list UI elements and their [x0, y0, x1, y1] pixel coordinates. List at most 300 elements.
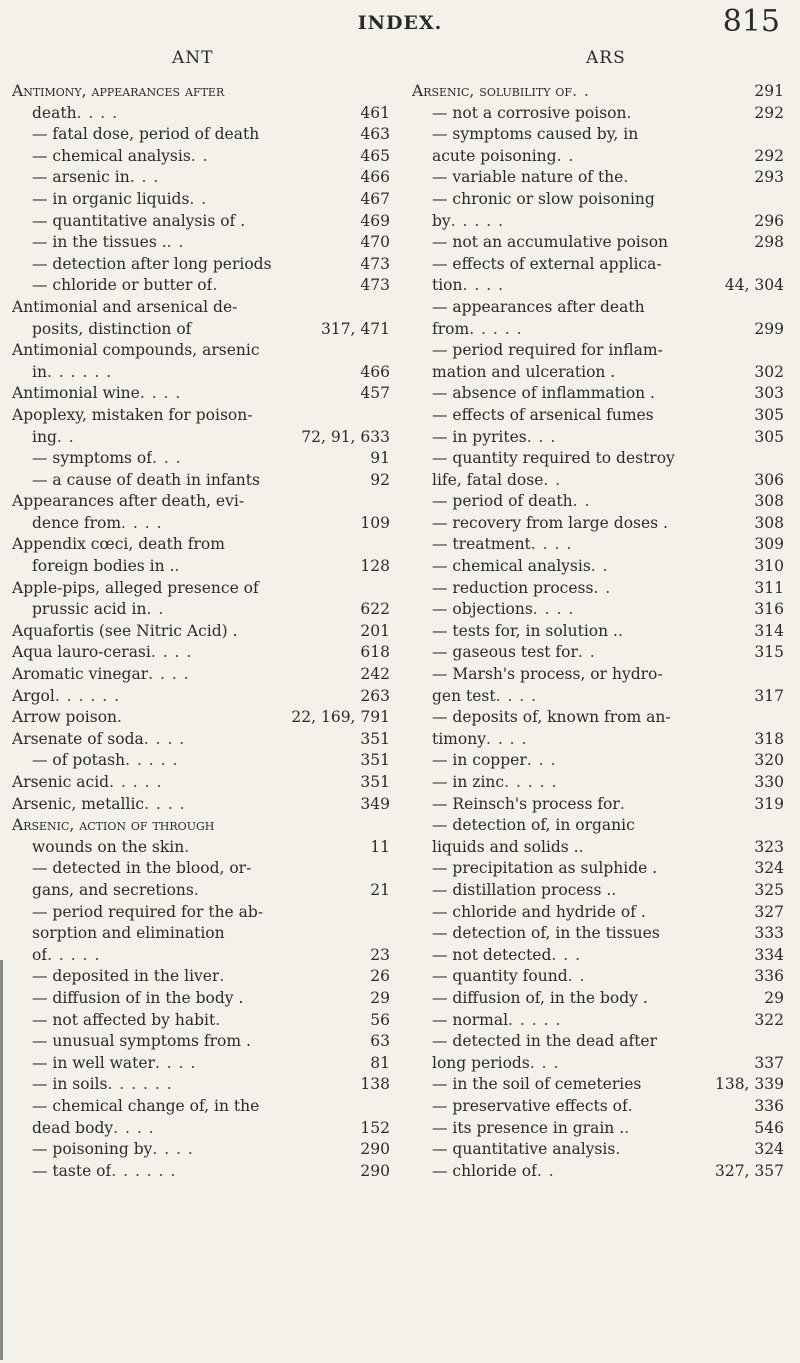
index-entry: [12, 579, 390, 601]
index-entry: [412, 363, 784, 385]
entry-text: timony: [432, 729, 486, 748]
entry-text: posits, distinction of: [32, 319, 192, 338]
entry-text: — effects of external applica-: [432, 254, 662, 273]
entry-text: gans, and secretions: [32, 880, 194, 899]
page-reference: 327: [754, 902, 784, 921]
entry-text: — chloride or butter of: [32, 276, 213, 295]
entry-text: Arsenic, action of through: [12, 816, 215, 835]
entry-text: — detected in the dead after: [432, 1032, 658, 1051]
entry-text: — chemical analysis: [432, 557, 591, 576]
index-entry: [12, 1097, 390, 1119]
page-reference: 81: [370, 1053, 390, 1072]
page-reference: 72, 91, 633: [301, 427, 390, 446]
leader-dots: . . .: [526, 751, 557, 770]
entry-text: — chloride of: [432, 1161, 537, 1180]
page-reference: 622: [360, 600, 390, 619]
index-entry: [12, 1140, 390, 1162]
leader-dots: .: [623, 168, 630, 187]
index-entry: [412, 535, 784, 557]
index-entry: [12, 276, 390, 298]
entry-text: by: [432, 211, 451, 230]
entry-text: Apoplexy, mistaken for poison-: [12, 405, 253, 424]
index-entry: [12, 104, 390, 126]
page-reference: 303: [754, 384, 784, 403]
index-entry: [12, 989, 390, 1011]
entry-text: foreign bodies in .: [32, 557, 175, 576]
index-entry: [412, 212, 784, 234]
leader-dots: .: [611, 880, 618, 899]
entry-text: — Marsh's process, or hydro-: [432, 665, 663, 684]
leader-dots: . . . .: [76, 103, 119, 122]
leader-dots: . . . . .: [47, 945, 101, 964]
leader-dots: . . .: [129, 168, 160, 187]
leader-dots: . .: [590, 557, 609, 576]
entry-text: from: [432, 319, 470, 338]
page-reference: 467: [360, 189, 390, 208]
index-entry: [412, 1140, 784, 1162]
page-reference: 201: [360, 621, 390, 640]
page-reference: 334: [754, 945, 784, 964]
index-entry: [412, 492, 784, 514]
page-reference: 138, 339: [714, 1075, 784, 1094]
entry-text: — in organic liquids: [32, 189, 190, 208]
entry-text: Appearances after death, evi-: [12, 492, 245, 511]
leader-dots: . .: [536, 1161, 555, 1180]
index-entry: [412, 449, 784, 471]
index-entry: [12, 298, 390, 320]
leader-dots: .: [617, 621, 624, 640]
page-reference: 349: [360, 794, 390, 813]
page-reference: 29: [764, 988, 784, 1007]
entry-text: Arsenic, solubility of: [412, 82, 573, 100]
leader-dots: . . . .: [154, 1053, 197, 1072]
leader-dots: .: [215, 1010, 222, 1029]
index-entry: [412, 1119, 784, 1141]
leader-dots: .: [615, 1140, 622, 1159]
entry-text: in: [32, 362, 47, 381]
index-entry: [412, 989, 784, 1011]
entry-text: — of potash: [32, 751, 126, 770]
entry-text: — appearances after death: [432, 297, 645, 316]
page-reference: 91: [370, 449, 390, 468]
entry-text: — symptoms of: [32, 449, 152, 468]
page-reference: 138: [360, 1075, 390, 1094]
entry-text: Appendix cœci, death from: [12, 535, 225, 554]
leader-dots: . . . .: [144, 794, 186, 813]
page-reference: 466: [360, 168, 390, 187]
entry-text: — a cause of death in infants: [32, 470, 260, 489]
entry-text: — diffusion of in the body .: [32, 988, 244, 1007]
right-index-column: [412, 82, 784, 1183]
index-entry: [412, 125, 784, 147]
leader-dots: . . . . .: [504, 773, 558, 791]
leader-dots: . . .: [526, 427, 557, 446]
page-reference: 92: [370, 470, 390, 489]
leader-dots: .: [219, 967, 226, 986]
entry-text: — detected in the blood, or-: [32, 859, 252, 878]
page-reference: 44, 304: [724, 276, 784, 295]
page-reference: 11: [370, 837, 390, 856]
leader-dots: .: [193, 880, 200, 899]
entry-text: of: [32, 945, 48, 964]
page-reference: 22, 169, 791: [291, 708, 390, 727]
leader-dots: . . .: [151, 449, 182, 468]
index-entry: [412, 708, 784, 730]
index-entry: [12, 492, 390, 514]
leader-dots: . . . .: [150, 643, 193, 662]
index-entry: [412, 751, 784, 773]
leader-dots: . . . .: [532, 600, 575, 619]
entry-text: — quantitative analysis of .: [32, 211, 246, 230]
entry-text: tion: [432, 276, 463, 295]
page-reference: 308: [754, 513, 784, 532]
page-reference: 322: [754, 1010, 784, 1029]
entry-text: — deposited in the liver: [32, 967, 220, 986]
entry-text: Arsenic, metallic: [12, 794, 145, 813]
entry-text: — in soils: [32, 1075, 108, 1094]
index-entry: [412, 190, 784, 212]
index-entry: [412, 471, 784, 493]
page-reference: 466: [360, 362, 390, 381]
leader-dots: . .: [577, 643, 596, 662]
leader-dots: .: [578, 837, 585, 856]
entry-text: — preservative effects of: [432, 1096, 628, 1115]
entry-text: — fatal dose, period of death: [32, 125, 260, 144]
entry-text: — poisoning by: [32, 1140, 153, 1159]
index-entry: [12, 125, 390, 147]
entry-text: — tests for, in solution .: [432, 621, 618, 640]
entry-text: sorption and elimination: [32, 924, 225, 943]
index-entry: [412, 406, 784, 428]
left-index-column: [12, 82, 390, 1183]
index-entry: [412, 816, 784, 838]
entry-text: — absence of inflammation .: [432, 384, 655, 403]
leader-dots: . .: [146, 600, 165, 619]
entry-text: — precipitation as sulphide .: [432, 859, 658, 878]
entry-text: liquids and solids .: [432, 837, 579, 856]
index-entry: [412, 622, 784, 644]
index-entry: [12, 428, 390, 450]
index-entry: [12, 190, 390, 212]
leader-dots: . .: [56, 427, 75, 446]
leader-dots: . . . . .: [109, 773, 163, 791]
leader-dots: . . . .: [495, 686, 538, 705]
leader-dots: . .: [189, 189, 208, 208]
page-reference: 333: [754, 924, 784, 943]
leader-dots: . . . .: [530, 535, 573, 554]
page-reference: 63: [370, 1032, 390, 1051]
index-entry: [12, 1119, 390, 1141]
page-header: [0, 2, 800, 42]
index-entry: [412, 1054, 784, 1076]
page-reference: 463: [360, 125, 390, 144]
leader-dots: .: [174, 557, 181, 576]
index-entry: [12, 708, 390, 730]
entry-text: Arsenate of soda: [12, 729, 144, 748]
index-entry: [412, 298, 784, 320]
entry-text: — quantity required to destroy: [432, 449, 675, 468]
page-reference: 306: [754, 470, 784, 489]
page-reference: 242: [360, 665, 390, 684]
leader-dots: . . . . . .: [107, 1075, 173, 1094]
index-entry: [12, 751, 390, 773]
index-entry: [412, 255, 784, 277]
entry-text: acute poisoning: [432, 146, 557, 165]
leader-dots: . .: [567, 967, 586, 986]
leader-dots: . . . .: [143, 729, 186, 748]
leader-dots: .: [627, 1096, 634, 1115]
entry-text: — in zinc: [432, 773, 505, 791]
entry-text: long periods: [432, 1053, 530, 1072]
index-entry: [12, 82, 390, 104]
entry-text: dead body: [32, 1118, 114, 1137]
index-entry: [412, 168, 784, 190]
leader-dots: .: [117, 708, 123, 727]
index-entry: [12, 1075, 390, 1097]
index-entry: [12, 816, 390, 838]
page-reference: 263: [360, 686, 390, 705]
entry-text: — period of death: [432, 492, 573, 511]
leader-dots: . . . . . .: [111, 1161, 177, 1180]
entry-text: — in pyrites: [432, 427, 527, 446]
leader-dots: . . . .: [113, 1118, 155, 1137]
page-reference: 291: [754, 82, 784, 100]
page-reference: 323: [754, 837, 784, 856]
entry-text: — in the tissues .: [32, 233, 167, 252]
leader-dots: . .: [556, 146, 575, 165]
page-reference: 29: [370, 988, 390, 1007]
entry-text: — chloride and hydride of .: [432, 902, 646, 921]
entry-text: — not an accumulative poison: [432, 233, 669, 252]
index-entry: [12, 147, 390, 169]
entry-text: — variable nature of the: [432, 168, 624, 187]
index-entry: [12, 881, 390, 903]
index-entry: [12, 557, 390, 579]
index-entry: [412, 147, 784, 169]
page-reference: 336: [754, 967, 784, 986]
page-reference: 290: [360, 1161, 390, 1180]
index-entry: [12, 622, 390, 644]
index-entry: [12, 341, 390, 363]
index-entry: [12, 1011, 390, 1033]
index-entry: [412, 428, 784, 450]
leader-dots: . . . .: [462, 276, 505, 295]
entry-text: — period required for the ab-: [32, 902, 264, 921]
index-entry: [12, 449, 390, 471]
index-title: INDEX.: [357, 12, 443, 34]
entry-text: ing: [32, 427, 57, 446]
index-entry: [412, 881, 784, 903]
index-entry: [412, 600, 784, 622]
right-column-heading: ARS: [586, 48, 626, 68]
entry-text: — distillation process .: [432, 880, 612, 899]
entry-text: dence from: [32, 513, 122, 532]
page-reference: 324: [754, 1140, 784, 1159]
leader-dots: . . . . .: [469, 319, 523, 338]
index-entry: [412, 276, 784, 298]
page-number: 815: [722, 4, 780, 39]
index-entry: [12, 946, 390, 968]
index-entry: [12, 406, 390, 428]
page-reference: 310: [754, 557, 784, 576]
index-entry: [12, 967, 390, 989]
index-entry: [12, 687, 390, 709]
index-entry: [412, 1011, 784, 1033]
left-column-heading: ANT: [172, 48, 214, 68]
entry-text: Aqua lauro-cerasi: [12, 643, 151, 662]
index-entry: [412, 514, 784, 536]
entry-text: Apple-pips, alleged presence of: [12, 578, 259, 597]
index-entry: [412, 1032, 784, 1054]
page-reference: 292: [754, 146, 784, 165]
index-entry: [12, 471, 390, 493]
page-reference: 305: [754, 427, 784, 446]
page-reference: 56: [370, 1010, 390, 1029]
page-reference: 336: [754, 1096, 784, 1115]
index-entry: [412, 967, 784, 989]
entry-text: gen test: [432, 686, 496, 705]
index-entry: [12, 514, 390, 536]
page-reference: 320: [754, 751, 784, 770]
index-entry: [12, 773, 390, 795]
leader-dots: . .: [190, 146, 209, 165]
index-entry: [412, 687, 784, 709]
index-entry: [412, 1162, 784, 1184]
entry-text: Arsenic acid: [12, 773, 110, 791]
entry-text: — quantitative analysis: [432, 1140, 616, 1159]
index-entry: [12, 838, 390, 860]
index-entry: [412, 384, 784, 406]
page-reference: 308: [754, 492, 784, 511]
index-entry: [12, 384, 390, 406]
entry-text: — in well water: [32, 1053, 155, 1072]
index-entry: [412, 1097, 784, 1119]
entry-text: — objections: [432, 600, 533, 619]
entry-text: — deposits of, known from an-: [432, 708, 671, 727]
leader-dots: .: [212, 276, 219, 295]
page-reference: 302: [754, 362, 784, 381]
page-reference: 351: [360, 773, 390, 791]
index-entry: [12, 233, 390, 255]
entry-text: — symptoms caused by, in: [432, 125, 639, 144]
leader-dots: . . . . .: [508, 1010, 562, 1029]
index-entry: [12, 924, 390, 946]
page-reference: 293: [754, 168, 784, 187]
page-reference: 26: [370, 967, 390, 986]
entry-text: — chemical analysis: [32, 146, 191, 165]
index-entry: [12, 859, 390, 881]
page-reference: 330: [754, 773, 784, 791]
entry-text: — diffusion of, in the body .: [432, 988, 648, 1007]
page-reference: 109: [360, 513, 390, 532]
page-reference: 316: [754, 600, 784, 619]
page-reference: 473: [360, 254, 390, 273]
page-reference: 461: [360, 103, 390, 122]
leader-dots: . . .: [529, 1053, 560, 1072]
index-entry: [12, 903, 390, 925]
index-entry: [412, 579, 784, 601]
index-entry: [412, 557, 784, 579]
index-entry: [12, 535, 390, 557]
index-entry: [412, 665, 784, 687]
index-entry: [412, 946, 784, 968]
index-entry: [12, 363, 390, 385]
entry-text: — in copper: [432, 751, 527, 770]
entry-text: Argol: [12, 686, 55, 705]
leader-dots: . . . .: [485, 729, 528, 748]
page-reference: 469: [360, 211, 390, 230]
leader-dots: .: [626, 103, 633, 122]
leader-dots: . . . . . .: [46, 362, 113, 381]
index-entry: [12, 795, 390, 817]
page-reference: 305: [754, 405, 784, 424]
page-reference: 618: [360, 643, 390, 662]
page-reference: 337: [754, 1053, 784, 1072]
page-reference: 457: [360, 384, 390, 403]
index-entry: [412, 233, 784, 255]
index-entry: [412, 795, 784, 817]
page-reference: 21: [370, 880, 390, 899]
index-entry: [12, 168, 390, 190]
index-entry: [12, 643, 390, 665]
index-entry: [412, 838, 784, 860]
page-reference: 327, 357: [714, 1161, 784, 1180]
entry-text: mation and ulceration .: [432, 362, 616, 381]
index-entry: [412, 730, 784, 752]
leader-dots: . .: [543, 470, 562, 489]
page-reference: 324: [754, 859, 784, 878]
entry-text: Antimonial compounds, arsenic: [12, 341, 260, 360]
leader-dots: .: [624, 1118, 631, 1137]
index-entry: [412, 341, 784, 363]
leader-dots: .: [184, 837, 191, 856]
page-reference: 128: [360, 557, 390, 576]
leader-dots: . . . . . .: [54, 686, 121, 705]
page-reference: 152: [360, 1118, 390, 1137]
page-reference: 290: [360, 1140, 390, 1159]
entry-text: — arsenic in: [32, 168, 130, 187]
entry-text: Arrow poison: [12, 708, 118, 727]
entry-text: — chronic or slow poisoning: [432, 189, 655, 208]
index-entry: [412, 82, 784, 104]
entry-text: — unusual symptoms from .: [32, 1032, 251, 1051]
page-reference: 351: [360, 729, 390, 748]
entry-text: — not detected: [432, 945, 552, 964]
entry-text: — gaseous test for: [432, 643, 578, 662]
entry-text: prussic acid in: [32, 600, 147, 619]
entry-text: death: [32, 103, 77, 122]
entry-text: Antimonial and arsenical de-: [12, 297, 238, 316]
entry-text: — treatment: [432, 535, 531, 554]
leader-dots: . .: [593, 578, 612, 597]
entry-text: — Reinsch's process for: [432, 794, 620, 813]
index-entry: [12, 600, 390, 622]
page-reference: 314: [754, 621, 784, 640]
entry-text: — effects of arsenical fumes: [432, 405, 654, 424]
leader-dots: . . . .: [121, 513, 163, 532]
page-reference: 473: [360, 276, 390, 295]
index-entry: [12, 320, 390, 342]
page-reference: 299: [754, 319, 784, 338]
page-reference: 465: [360, 146, 390, 165]
entry-text: — recovery from large doses .: [432, 513, 668, 532]
leader-dots: . . . . .: [125, 751, 179, 770]
entry-text: — reduction process: [432, 578, 594, 597]
leader-dots: . . . . .: [450, 211, 505, 230]
page-reference: 298: [754, 233, 784, 252]
page-reference: 315: [754, 643, 784, 662]
entry-text: — period required for inflam-: [432, 341, 663, 360]
